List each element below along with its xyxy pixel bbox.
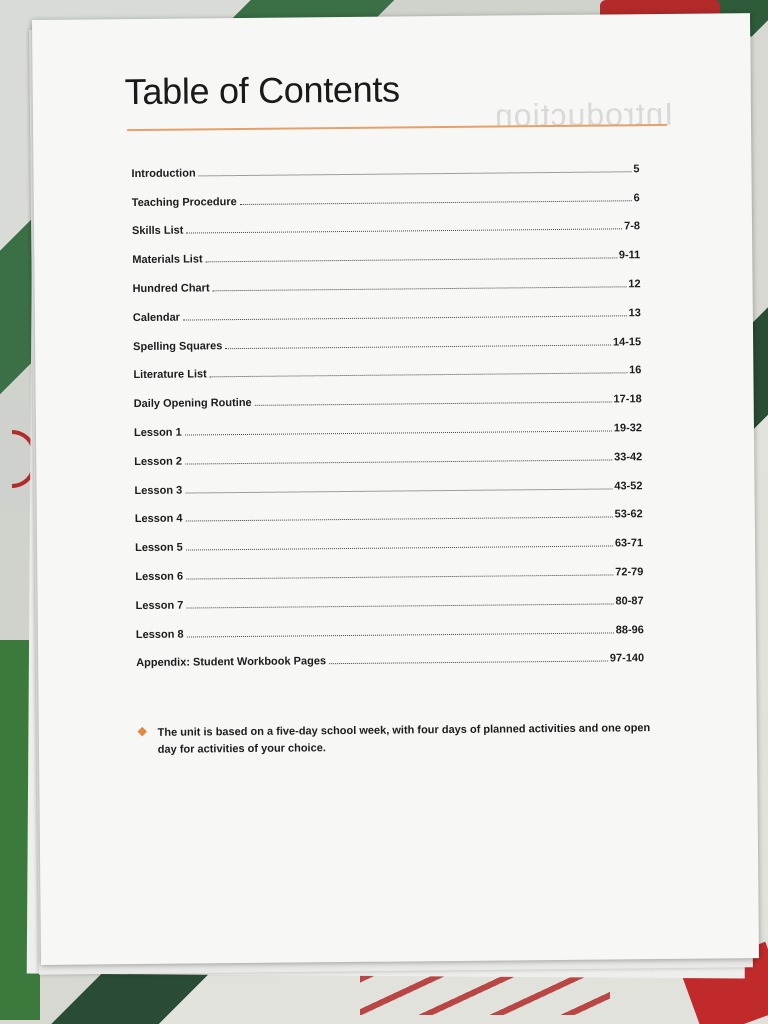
toc-entry-page: 19-32 <box>613 422 643 435</box>
toc-entry-page: 13 <box>628 306 641 320</box>
toc-entry-page: 12 <box>628 278 641 291</box>
toc-entry-title: Literature List <box>133 368 207 382</box>
toc-entry-page: 72-79 <box>615 566 644 579</box>
toc-entry-title: Lesson 8 <box>135 628 184 641</box>
toc-entry-title: Calendar <box>132 311 180 324</box>
toc-entry-title: Introduction <box>131 167 196 180</box>
toc-entry-title: Lesson 4 <box>134 512 183 526</box>
toc-entry-title: Teaching Procedure <box>131 195 237 209</box>
toc-entry-title: Lesson 5 <box>135 541 183 555</box>
toc-entry-title: Lesson 2 <box>134 455 182 468</box>
toc-entry-title: Appendix: Student Workbook Pages <box>136 655 327 670</box>
toc-entry-title: Lesson 7 <box>135 599 184 612</box>
toc-entry-title: Spelling Squares <box>133 339 223 353</box>
toc-entry-page: 63-71 <box>614 537 644 550</box>
show-through-heading: Introduction <box>493 95 674 134</box>
toc-entry-page: 33-42 <box>614 450 643 464</box>
toc-entry-page: 53-62 <box>614 508 643 521</box>
toc-entry-title: Skills List <box>131 224 184 238</box>
toc-entry-title: Lesson 6 <box>135 570 184 583</box>
toc-leader-dots <box>329 661 608 665</box>
unit-note-text: The unit is based on a five-day school week, with four days of planned activities and one open day for activities of your choice. <box>157 722 651 756</box>
unit-note <box>137 720 657 759</box>
toc-entry-title: Lesson 1 <box>133 426 182 440</box>
toc-entry-title: Daily Opening Routine <box>133 397 252 411</box>
page-title: Table of Contents <box>124 68 400 113</box>
toc-entry-page: 88-96 <box>615 623 644 636</box>
toc-entry-page: 43-52 <box>614 479 643 492</box>
toc-entry-page: 7-8 <box>624 220 641 233</box>
toc-entry-page: 14-15 <box>612 335 642 349</box>
toc-entry-page: 9-11 <box>618 249 641 262</box>
document-page <box>32 13 759 965</box>
toc-entry-page: 5 <box>633 162 640 176</box>
toc-entry-page: 17-18 <box>613 393 642 406</box>
toc-entry-page: 6 <box>633 191 640 204</box>
toc-entry-page: 97-140 <box>609 652 645 665</box>
table-of-contents <box>131 146 644 669</box>
diamond-bullet-icon: ❖ <box>136 724 148 740</box>
toc-entry-title: Materials List <box>132 253 203 267</box>
toc-entry-page: 16 <box>629 364 642 377</box>
toc-entry-title: Lesson 3 <box>134 484 183 497</box>
toc-entry <box>136 636 644 670</box>
toc-entry-title: Hundred Chart <box>132 282 210 296</box>
toc-entry-page: 80-87 <box>615 594 644 608</box>
